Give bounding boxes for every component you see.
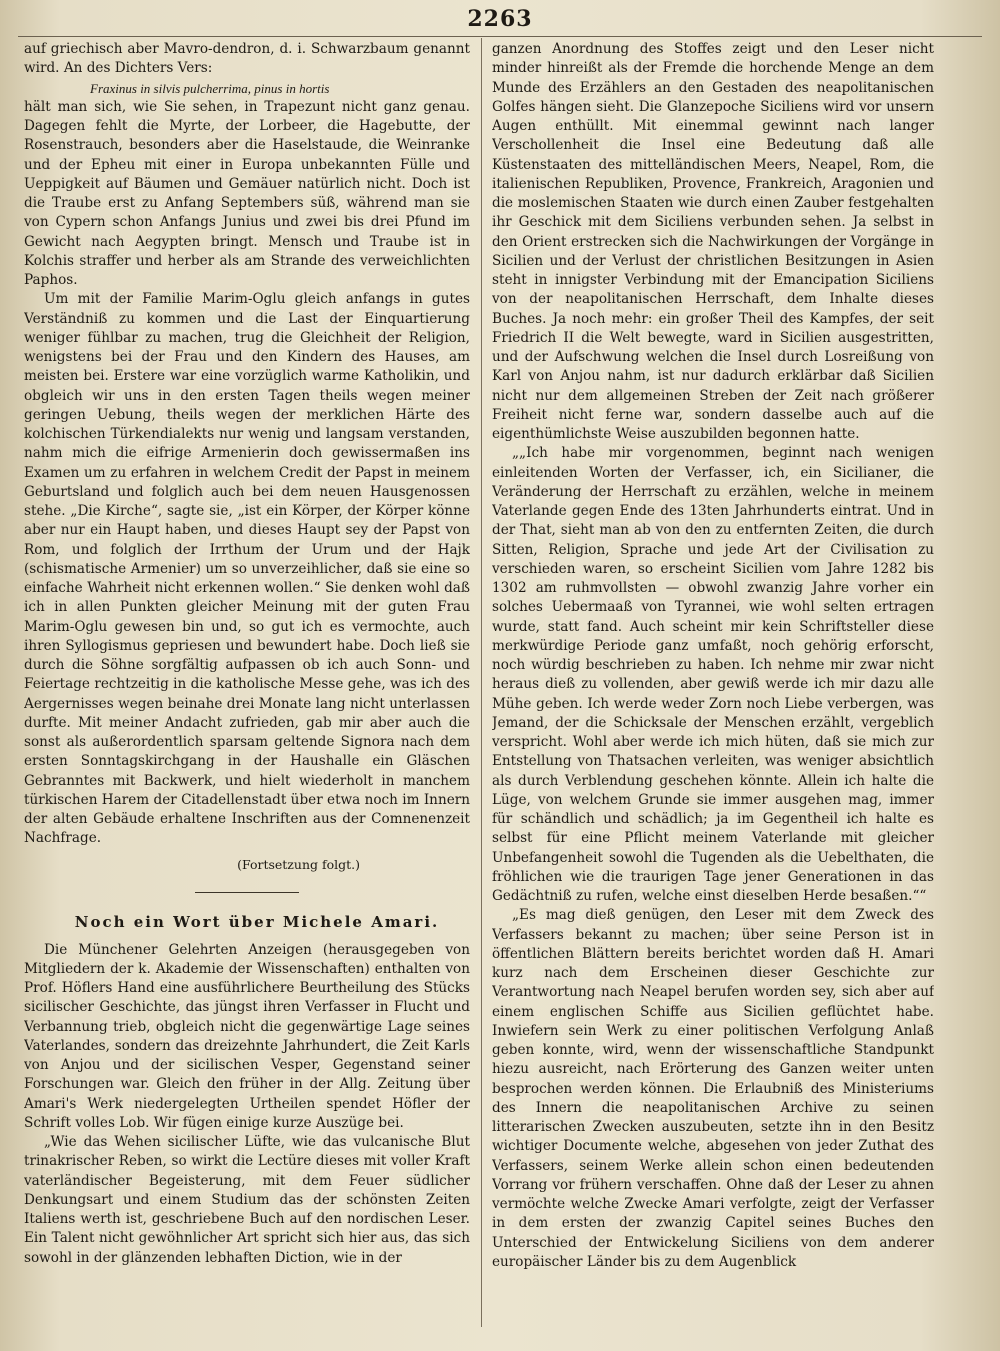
left-paragraph-3: Um mit der Familie Marim-Oglu gleich anfangs in gutes Verständniß zu kommen und die Last der Einquartierung weniger fühlbar zu machen, trug die Gleichheit der Religion, wenigstens bei der Frau und den Kindern des Hauses, am meisten bei. Erstere war eine vorzüglich warme Katholikin, und obgleich wir uns in den ersten Tagen theils wegen meiner geringen Uebung, theils wegen der merklichen Härte des kolchischen Türkendialekts nur wenig und langsam verstanden, nahm mich die eifrige Armenierin doch gewissermaßen ins Examen um zu erfahren in welchem Credit der Papst in meinem Geburtsland und folglich auch bei dem neuen Hausgenossen stehe. „Die Kirche“, sagte sie, „ist ein Körper, der Körper könne aber nur ein Haupt haben, und dieses Haupt sey der Papst von Rom, und folglich der Irrthum der Urum und der Hajk (schismatische Armenier) um so unverzeihlicher, daß sie eine so einfache Wahrheit nicht erkennen wollen.“ Sie denken wohl daß ich in allen Punkten gleicher Meinung mit der guten Frau Marim-Oglu gewesen bin und, so gut ich es vermochte, auch ihren Syllogismus gepriesen und bewundert habe. Doch ließ sie durch die Söhne sorgfältig aufpassen ob ich auch Sonn- und Feiertage rechtzeitig in die katholische Messe gehe, was ich des Aergernisses wegen beinahe drei Monate lang nicht unterlassen durfte. Mit meiner Andacht zufrieden, gab mir aber auch die sonst als außerordentlich sparsam geltende Signora nach dem ersten Sonntagskirchgang in der Haushalle ein Gläschen Gebranntes mit Backwerk, und hielt wiederholt in manchem türkischen Harem der Citadellenstadt über etwa noch im Innern der alten Gebäude erhaltene Inschriften aus der Comnenenzeit Nachfrage.	[24, 291, 470, 847]
header-rule	[18, 36, 982, 37]
left-paragraph-1: auf griechisch aber Mavro-dendron, d. i. Schwarzbaum genannt wird. An des Dichters Vers:	[24, 41, 470, 77]
left-paragraph-2: hält man sich, wie Sie sehen, in Trapezunt nicht ganz genau. Dagegen fehlt die Myrte, der Lorbeer, die Hagebutte, der Rosenstrauch, besonders aber die Haselstaude, die Weinranke und der Epheu mit einer in Europa unbekannten Fülle und Ueppigkeit auf Bäumen und Gemäuer natürlich nicht. Doch ist die Traube erst zu Anfang Septembers süß, während man sie von Cypern schon Anfangs Junius und zwei bis drei Pfund im Gewicht nach Aegypten bringt. Mensch und Traube ist in Kolchis straffer und herber als am Strande des verweichlichten Paphos.	[24, 98, 470, 288]
right-column	[492, 40, 934, 1331]
right-paragraph-1: ganzen Anordnung des Stoffes zeigt und den Leser nicht minder hinreißt als der Fremde die horchende Menge an dem Munde des Erzählers an den Gestaden des neapolitanischen Golfes hängen sieht. Die Glanzepoche Siciliens wird vor unsern Augen enthüllt. Mit einemmal gewinnt nach langer Verschollenheit die Insel eine Bedeutung daß alle Küstenstaaten des mittelländischen Meers, Neapel, Rom, die italienischen Republiken, Provence, Frankreich, Aragonien und die moslemischen Staaten wie durch einen Zauber festgehalten ihr Geschick mit dem Siciliens verbunden sehen. Ja selbst in den Orient erstrecken sich die Nachwirkungen der Vorgänge in Sicilien und der Verlust der christlichen Besitzungen in Asien steht in innigster Verbindung mit der Emancipation Siciliens von der neapolitanischen Herrschaft, dem Inhalte dieses Buches. Ja noch mehr: ein großer Theil des Kampfes, der seit Friedrich II die Welt bewegte, ward in Sicilien ausgestritten, und der Aufschwung welchen die Insel durch Losreißung von Karl von Anjou nahm, ist nur dadurch erklärbar daß Sicilien nicht nur dem allgemeinen Streben der Zeit nach größerer Freiheit nicht ferne war, sondern dasselbe auch auf die eigenthümlichste Weise auszubilden begonnen hatte.	[492, 41, 934, 442]
left-paragraph-5: „Wie das Wehen sicilischer Lüfte, wie das vulcanische Blut trinakrischer Reben, so wirkt die Lectüre dieses mit voller Kraft vaterländischer Begeisterung, mit dem Feuer südlicher Denkungsart und einem Studium das der schönsten Zeiten Italiens werth ist, geschriebene Buch auf den nordischen Leser. Ein Talent nicht gewöhnlicher Art spricht sich hier aus, das sich sowohl in der glänzenden lebhaften Diction, wie in der	[24, 1134, 470, 1266]
page-number: 2263	[467, 6, 533, 32]
left-paragraph-4: Die Münchener Gelehrten Anzeigen (herausgegeben von Mitgliedern der k. Akademie der Wissenschaften) enthalten von Prof. Höflers Hand eine ausführlichere Beurtheilung des Stücks sicilischer Geschichte, das jüngst ihren Verfasser in Flucht und Verbannung trieb, obgleich nicht die gegenwärtige Lage seines Vaterlandes, sondern das dreizehnte Jahrhundert, die Zeit Karls von Anjou und der sicilischen Vesper, Gegenstand seiner Forschungen war. Gleich den früher in der Allg. Zeitung über Amari's Werk niedergelegten Urtheilen spendet Höfler der Schrift volles Lob. Wir fügen einige kurze Auszüge bei.	[24, 941, 470, 1131]
column-divider	[481, 38, 482, 1327]
section-divider	[195, 892, 299, 894]
latin-verse	[90, 79, 470, 98]
latin-verse-text: Fraxinus in silvis pulcherrima, pinus in hortis	[90, 80, 330, 96]
right-paragraph-3: „Es mag dieß genügen, den Leser mit dem Zweck des Verfassers bekannt zu machen; über seine Person ist in öffentlichen Blättern bereits berichtet worden daß H. Amari kurz nach dem Erscheinen dieser Geschichte zur Verantwortung nach Neapel berufen worden sey, sich aber auf einem englischen Schiffe aus Sicilien geflüchtet habe. Inwiefern sein Werk zu einer politischen Verfolgung Anlaß geben konnte, wird, wenn der wissenschaftliche Standpunkt hiezu ausreicht, nach Erörterung des Ganzen weiter unten besprochen werden können. Die Erlaubniß des Ministeriums des Innern die neapolitanischen Archive zu seinen litterarischen Zwecken auszubeuten, setzte ihn in den Besitz wichtiger Documente welche, abgesehen von jeder Zuthat des Verfassers, seinem Werke allein schon einen bedeutenden Vorrang vor frühern verschaffen. Ohne daß der Leser zu ahnen vermöchte welche Zwecke Amari verfolgte, zeigt der Verfasser in dem ersten der zwanzig Capitel seines Buches den Unterschied der Entwickelung Siciliens von dem anderer europäischer Länder bis zu dem Augenblick	[492, 907, 934, 1270]
left-column	[24, 40, 470, 1331]
continuation-note: (Fortsetzung folgt.)	[237, 856, 360, 872]
right-paragraph-2: „„Ich habe mir vorgenommen, beginnt nach wenigen einleitenden Worten der Verfasser, ich, ein Sicilianer, die Veränderung der Herrschaft zu erzählen, welche in meinem Vaterlande gegen Ende des 13ten Jahrhunderts eintrat. Und in der That, sieht man ab von den zu entfernten Zeiten, die durch Sitten, Religion, Sprache und jede Art der Civilisation zu verschieden waren, so erscheint Sicilien vom Jahre 1282 bis 1302 am ruhmvollsten — obwohl zwanzig Jahre vorher ein solches Uebermaaß von Tyrannei, wie wohl selten ertragen wurde, statt fand. Auch scheint mir kein Schriftsteller diese merkwürdige Periode ganz umfaßt, noch gehörig erforscht, noch würdig beschrieben zu haben. Ich nehme mir zwar nicht heraus dieß zu vollenden, aber gewiß werde ich mir dazu alle Mühe geben. Ich werde weder Zorn noch Liebe verbergen, was Jemand, der die Schicksale der Menschen erzählt, vergeblich verspricht. Wohl aber werde ich mich hüten, daß sie mich zur Entstellung von Thatsachen verleiten, was weniger absichtlich als durch Verblendung geschehen könnte. Allein ich halte die Lüge, von welchem Grunde sie immer ausgehen mag, immer für schändlich und schädlich; ja im Gegentheil ich halte es selbst für eine Pflicht meinem Vaterlande mit gleicher Unbefangenheit sowohl die Tugenden als die Uebelthaten, die fröhlichen wie die traurigen Tage jener Generationen in das Gedächtniß zu rufen, welche einst dieselben Herde besaßen.““	[492, 445, 934, 904]
article-title: Noch ein Wort über Michele Amari.	[74, 913, 440, 932]
